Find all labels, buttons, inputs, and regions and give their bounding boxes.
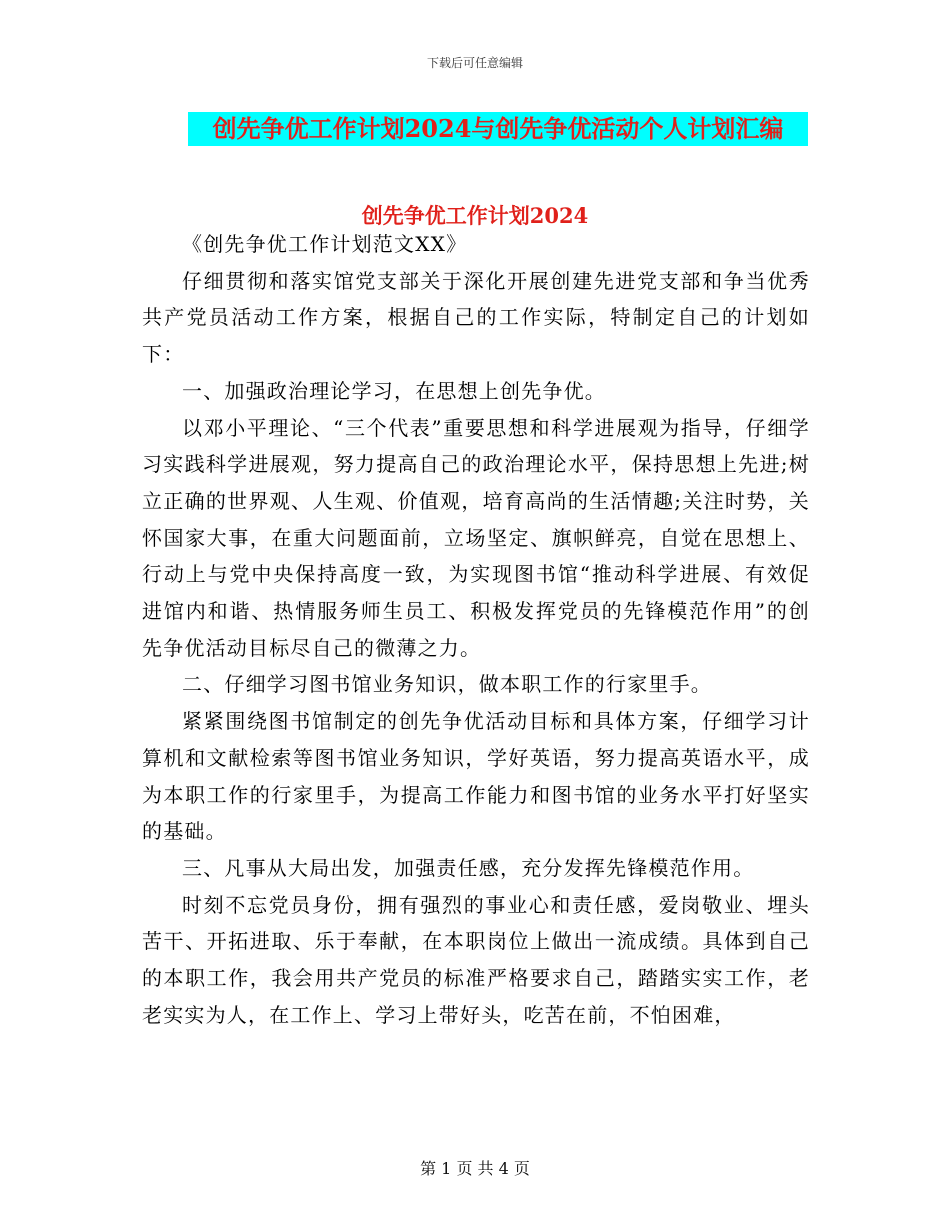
- paragraph: 仔细贯彻和落实馆党支部关于深化开展创建先进党支部和争当优秀共产党员活动工作方案，根据自己的工作实际，特制定自己的计划如下：: [142, 268, 810, 367]
- paragraph: 以邓小平理论、“三个代表”重要思想和科学进展观为指导，仔细学习实践科学进展观，努力提高自己的政治理论水平，保持思想上先进;树立正确的世界观、人生观、价值观，培育高尚的生活情趣;关注时势，关怀国家大事，在重大问题面前，立场坚定、旗帜鲜亮，自觉在思想上、行动上与党中央保持高度一致，为实现图书馆“推动科学进展、有效促进馆内和谐、热情服务师生员工、积极发挥党员的先锋模范作用”的创先争优活动目标尽自己的微薄之力。: [142, 415, 810, 660]
- paragraph: 紧紧围绕图书馆制定的创先争优活动目标和具体方案，仔细学习计算机和文献检索等图书馆业务知识，学好英语，努力提高英语水平，成为本职工作的行家里手，为提高工作能力和图书馆的业务水平打好坚实的基础。: [142, 709, 810, 844]
- paragraph-heading: 三、凡事从大局出发，加强责任感，充分发挥先锋模范作用。: [182, 855, 755, 880]
- paragraph-heading: 一、加强政治理论学习，在思想上创先争优。: [182, 378, 606, 403]
- header-note: 下载后可任意编辑: [426, 56, 523, 70]
- section-title: 创先争优工作计划2024: [361, 203, 589, 228]
- paragraph-heading: 二、仔细学习图书馆业务知识，做本职工作的行家里手。: [182, 672, 712, 697]
- page-number-footer: 第 1 页 共 4 页: [420, 1159, 530, 1178]
- paragraph: 《创先争优工作计划范文XX》: [182, 232, 468, 256]
- document-title: 创先争优工作计划2024与创先争优活动个人计划汇编: [188, 112, 808, 146]
- paragraph: 时刻不忘党员身份，拥有强烈的事业心和责任感，爱岗敬业、埋头苦干、开拓进取、乐于奉献，在本职岗位上做出一流成绩。具体到自己的本职工作，我会用共产党员的标准严格要求自己，踏踏实实工作，老老实实为人，在工作上、学习上带好头，吃苦在前，不怕困难，: [142, 892, 810, 1027]
- body-text: [142, 226, 810, 1033]
